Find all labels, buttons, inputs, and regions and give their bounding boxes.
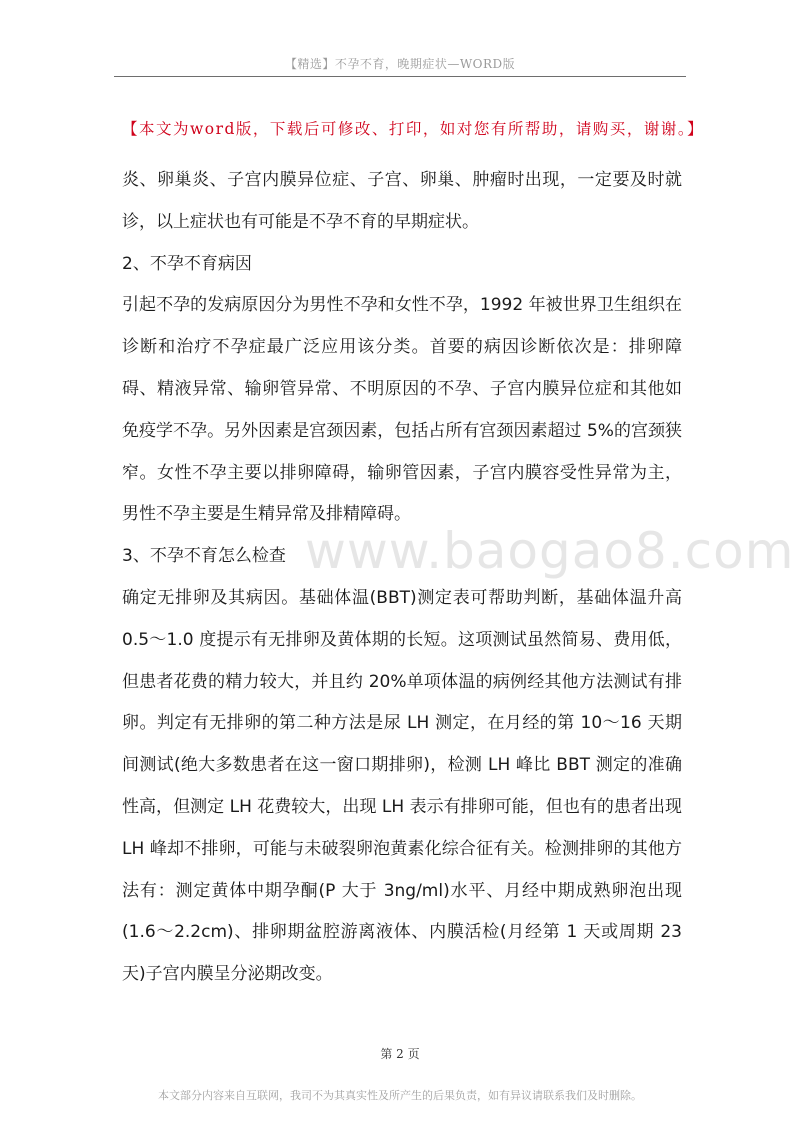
page-number: 第 2 页 [380, 1047, 420, 1061]
section-heading: 2、不孕不育病因 [122, 253, 252, 274]
body-paragraph: 引起不孕的发病原因分为男性不孕和女性不孕，1992 年被世界卫生组织在诊断和治疗不孕症最广泛应用该分类。首要的病因诊断依次是：排卵障碍、精液异常、输卵管异常、不明原因的不孕、子宫内膜异位症和其他如免疫学不孕。另外因素是宫颈因素，包括占所有宫颈因素超过 5%的宫颈狭窄。女性不孕主要以排卵障碍，输卵管因素，子宫内膜容受性异常为主，男性不孕主要是生精异常及排精障碍。 [122, 295, 682, 525]
header-divider [114, 76, 686, 77]
document-body [122, 160, 682, 996]
page-header: 【精选】不孕不育，晚期症状—WORD版 [284, 57, 516, 71]
purchase-notice: 【本文为word版，下载后可修改、打印，如对您有所帮助，请购买，谢谢。】 [122, 120, 705, 138]
body-paragraph: 确定无排卵及其病因。基础体温(BBT)测定表可帮助判断，基础体温升高 0.5～1.0 度提示有无排卵及黄体期的长短。这项测试虽然简易、费用低，但患者花费的精力较大，并且约 20%单项体温的病例经其他方法测试有排卵。判定有无排卵的第二种方法是尿 LH 测定，在月经的第 10～16 天期间测试(绝大多数患者在这一窗口期排卵)，检测 LH 峰比 BBT 测定的准确性高，但测定 LH 花费较大，出现 LH 表示有排卵可能，但也有的患者出现 LH 峰却不排卵，可能与未破裂卵泡黄素化综合征有关。检测排卵的其他方法有：测定黄体中期孕酮(P 大于 3ng/ml)水平、月经中期成熟卵泡出现(1.6～2.2cm)、排卵期盆腔游离液体、内膜活检(月经第 1 天或周期 23 天)子宫内膜呈分泌期改变。 [122, 587, 682, 985]
section-heading: 3、不孕不育怎么检查 [122, 546, 286, 567]
body-paragraph: 炎、卵巢炎、子宫内膜异位症、子宫、卵巢、肿瘤时出现，一定要及时就诊，以上症状也有可能是不孕不育的早期症状。 [122, 170, 682, 232]
page-footer-disclaimer: 本文部分内容来自互联网，我司不为其真实性及所产生的后果负责，如有异议请联系我们及时删除。 [158, 1089, 642, 1102]
watermark: www.baogao8.com [305, 522, 795, 580]
